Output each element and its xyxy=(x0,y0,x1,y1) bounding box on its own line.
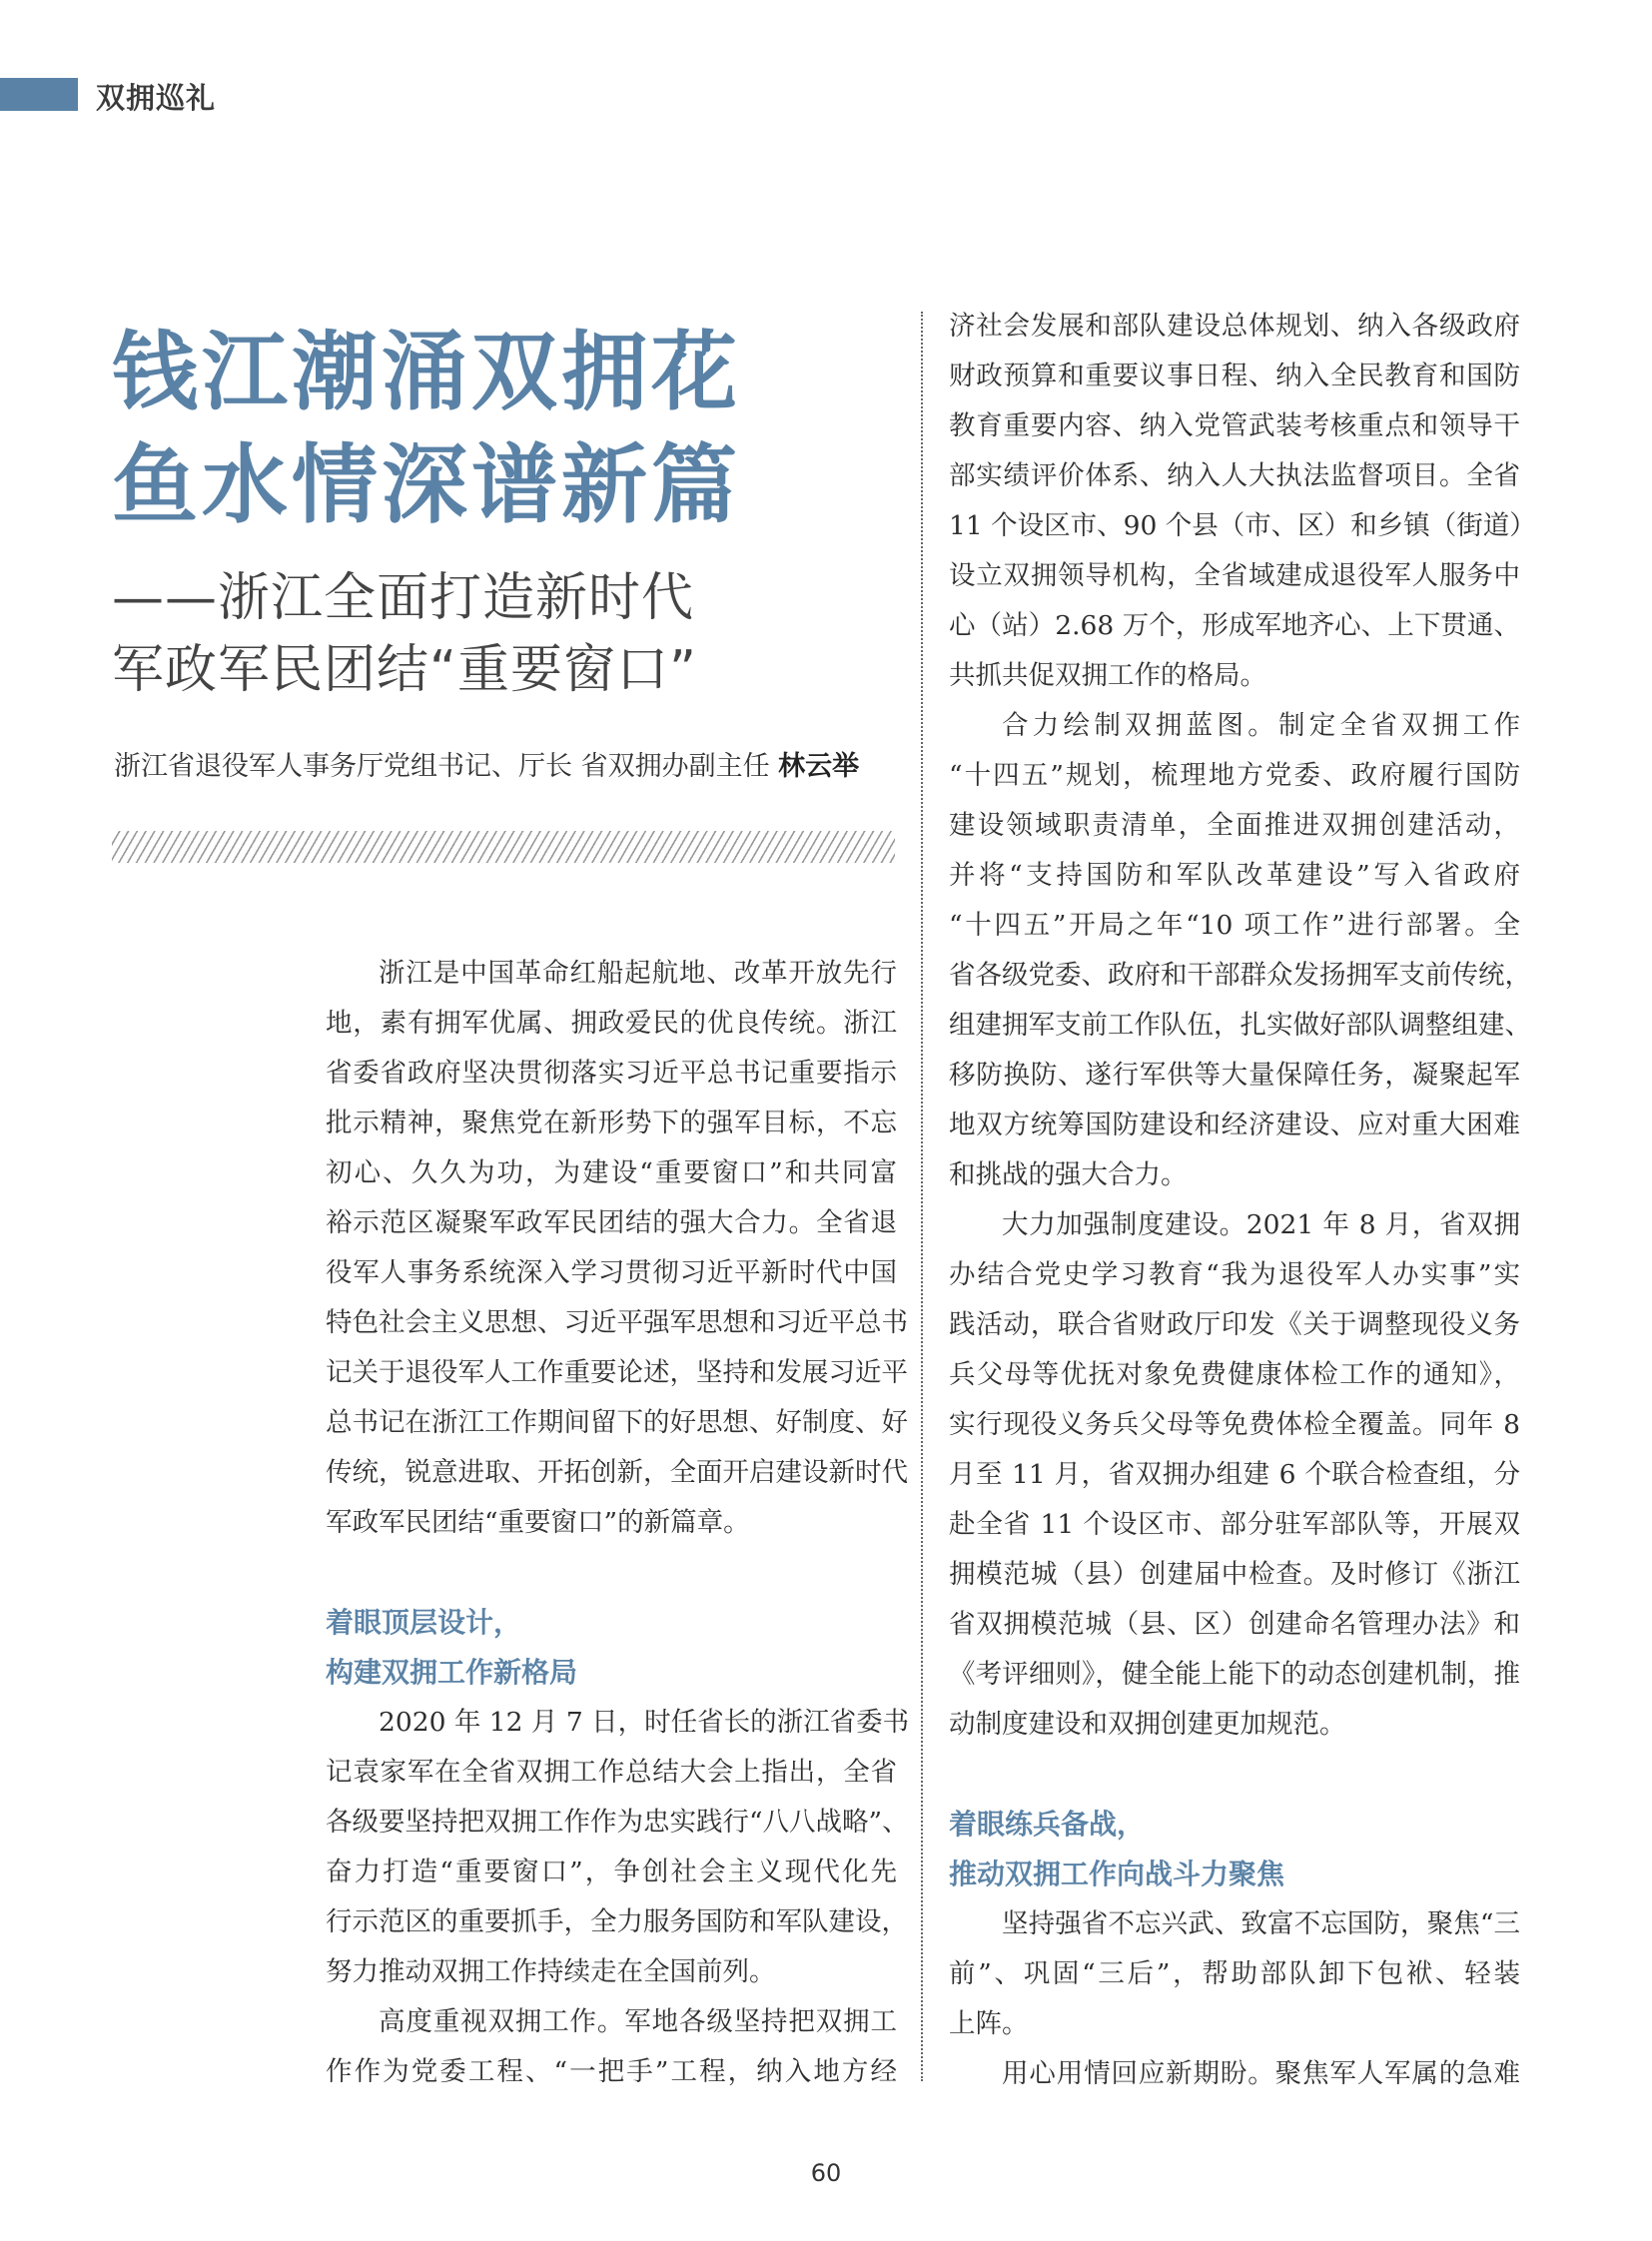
text-line: 地双方统筹国防建设和经济建设、应对重大困难 xyxy=(949,1110,1520,1140)
section-accent-bar xyxy=(0,78,78,111)
section-heading-line: 着眼顶层设计， xyxy=(326,1606,522,1639)
headline-line-1: 钱江潮涌双拥花 xyxy=(112,323,741,422)
text-line: 建设领域职责清单，全面推进双拥创建活动， xyxy=(949,810,1520,841)
text-line: 践活动，联合省财政厅印发《关于调整现役义务 xyxy=(949,1309,1520,1340)
section-label: 双拥巡礼 xyxy=(96,81,217,115)
text-line: 奋力打造“重要窗口”，争创社会主义现代化先 xyxy=(326,1857,897,1887)
text-line: 努力推动双拥工作持续走在全国前列。 xyxy=(326,1956,776,1987)
text-line: 兵父母等优抚对象免费健康体检工作的通知》， xyxy=(949,1359,1520,1390)
headline-line-2: 鱼水情深谱新篇 xyxy=(112,435,741,535)
text-line: 济社会发展和部队建设总体规划、纳入各级政府 xyxy=(949,311,1520,342)
right-column xyxy=(949,302,1536,2099)
text-line: 高度重视双拥工作。军地各级坚持把双拥工 xyxy=(379,2006,897,2037)
section-heading-line: 构建双拥工作新格局 xyxy=(326,1656,578,1689)
text-line: 组建拥军支前工作队伍，扎实做好部队调整组建、 xyxy=(949,1010,1531,1041)
text-line: 并将“支持国防和军队改革建设”写入省政府 xyxy=(949,860,1520,891)
section1-paragraph-2-continued xyxy=(949,302,1536,701)
text-line: 月至 11 月，省双拥办组建 6 个联合检查组，分 xyxy=(949,1459,1520,1490)
text-line: 赴全省 11 个设区市、部分驻军部队等，开展双 xyxy=(949,1509,1520,1540)
text-line: 共抓共促双拥工作的格局。 xyxy=(949,660,1266,691)
text-line: “十四五”规划，梳理地方党委、政府履行国防 xyxy=(949,760,1520,791)
author-title: 浙江省退役军人事务厅党组书记、厅长 省双拥办副主任 xyxy=(114,751,779,782)
section2-paragraph-1 xyxy=(949,1899,1520,2049)
text-line: 心（站）2.68 万个，形成军地齐心、上下贯通、 xyxy=(949,610,1520,641)
text-line: 行示范区的重要抓手，全力服务国防和军队建设， xyxy=(326,1906,908,1937)
text-line: 裕示范区凝聚军政军民团结的强大合力。全省退 xyxy=(326,1207,897,1238)
text-line: 记袁家军在全省双拥工作总结大会上指出，全省 xyxy=(326,1757,897,1788)
text-line: 坚持强省不忘兴武、致富不忘国防，聚焦“三 xyxy=(1002,1908,1520,1939)
text-line: 拥模范城（县）创建届中检查。及时修订《浙江 xyxy=(949,1559,1520,1590)
text-line: 初心、久久为功，为建设“重要窗口”和共同富 xyxy=(326,1157,897,1188)
text-line: 办结合党史学习教育“我为退役军人办实事”实 xyxy=(949,1259,1520,1290)
text-line: 浙江是中国革命红船起航地、改革开放先行 xyxy=(379,958,897,989)
text-line: 传统，锐意进取、开拓创新，全面开启建设新时代 xyxy=(326,1457,908,1488)
text-line: 省各级党委、政府和干部群众发扬拥军支前传统， xyxy=(949,960,1531,991)
subtitle-line-2: 军政军民团结“重要窗口” xyxy=(112,640,697,700)
text-line: 部实绩评价体系、纳入人大执法监督项目。全省 xyxy=(949,460,1520,491)
intro-paragraph xyxy=(326,949,908,1548)
section-heading-2 xyxy=(949,1800,1520,1899)
text-line: 上阵。 xyxy=(949,2008,1029,2039)
text-line: 11 个设区市、90 个县（市、区）和乡镇（街道） xyxy=(949,510,1536,541)
text-line: 军政军民团结“重要窗口”的新篇章。 xyxy=(326,1507,750,1538)
text-line: “十四五”开局之年“10 项工作”进行部署。全 xyxy=(949,910,1520,941)
spacer xyxy=(326,1548,897,1598)
section1-paragraph-2 xyxy=(326,1997,897,2097)
text-line: 实行现役义务兵父母等免费体检全覆盖。同年 8 xyxy=(949,1409,1520,1440)
text-line: 合力绘制双拥蓝图。制定全省双拥工作 xyxy=(1002,710,1520,741)
text-line: 总书记在浙江工作期间留下的好思想、好制度、好 xyxy=(326,1407,908,1438)
section-heading-line: 推动双拥工作向战斗力聚焦 xyxy=(949,1858,1285,1890)
left-column xyxy=(326,949,910,2097)
author-byline xyxy=(114,744,859,783)
section1-paragraph-4 xyxy=(949,1200,1520,1750)
section-heading-line: 着眼练兵备战， xyxy=(949,1808,1146,1841)
spacer xyxy=(949,1750,1520,1800)
author-name: 林云举 xyxy=(778,751,860,782)
text-line: 作作为党委工程、“一把手”工程，纳入地方经 xyxy=(326,2056,897,2087)
section-heading-1 xyxy=(326,1598,897,1698)
text-line: 役军人事务系统深入学习贯彻习近平新时代中国 xyxy=(326,1257,897,1288)
text-line: 记关于退役军人工作重要论述，坚持和发展习近平 xyxy=(326,1357,908,1388)
text-line: 《考评细则》，健全能上能下的动态创建机制，推 xyxy=(949,1659,1520,1690)
section1-paragraph-1 xyxy=(326,1698,910,1997)
text-line: 设立双拥领导机构，全省域建成退役军人服务中 xyxy=(949,560,1520,591)
text-line: 财政预算和重要议事日程、纳入全民教育和国防 xyxy=(949,361,1520,391)
text-line: 2020 年 12 月 7 日，时任省长的浙江省委书 xyxy=(379,1707,910,1738)
text-line: 大力加强制度建设。2021 年 8 月，省双拥 xyxy=(1002,1209,1520,1240)
text-line: 动制度建设和双拥创建更加规范。 xyxy=(949,1709,1346,1740)
text-line: 特色社会主义思想、习近平强军思想和习近平总书 xyxy=(326,1307,908,1338)
subtitle-line-1: ——浙江全面打造新时代 xyxy=(112,568,695,628)
text-line: 用心用情回应新期盼。聚焦军人军属的急难 xyxy=(1002,2058,1520,2089)
text-line: 地，素有拥军优属、拥政爱民的优良传统。浙江 xyxy=(326,1008,897,1039)
text-line: 和挑战的强大合力。 xyxy=(949,1159,1188,1190)
column-divider xyxy=(921,312,923,2081)
text-line: 省委省政府坚决贯彻落实习近平总书记重要指示 xyxy=(326,1058,897,1089)
page-number: 60 xyxy=(810,2159,842,2187)
text-line: 各级要坚持把双拥工作作为忠实践行“八八战略”、 xyxy=(326,1807,909,1838)
section1-paragraph-3 xyxy=(949,701,1531,1200)
text-line: 批示精神，聚焦党在新形势下的强军目标，不忘 xyxy=(326,1108,897,1138)
text-line: 移防换防、遂行军供等大量保障任务，凝聚起军 xyxy=(949,1060,1520,1091)
text-line: 前”、巩固“三后”，帮助部队卸下包袱、轻装 xyxy=(949,1958,1520,1989)
hatched-divider xyxy=(112,831,895,863)
text-line: 省双拥模范城（县、区）创建命名管理办法》和 xyxy=(949,1609,1520,1640)
section2-paragraph-2 xyxy=(949,2049,1520,2099)
text-line: 教育重要内容、纳入党管武装考核重点和领导干 xyxy=(949,410,1520,441)
